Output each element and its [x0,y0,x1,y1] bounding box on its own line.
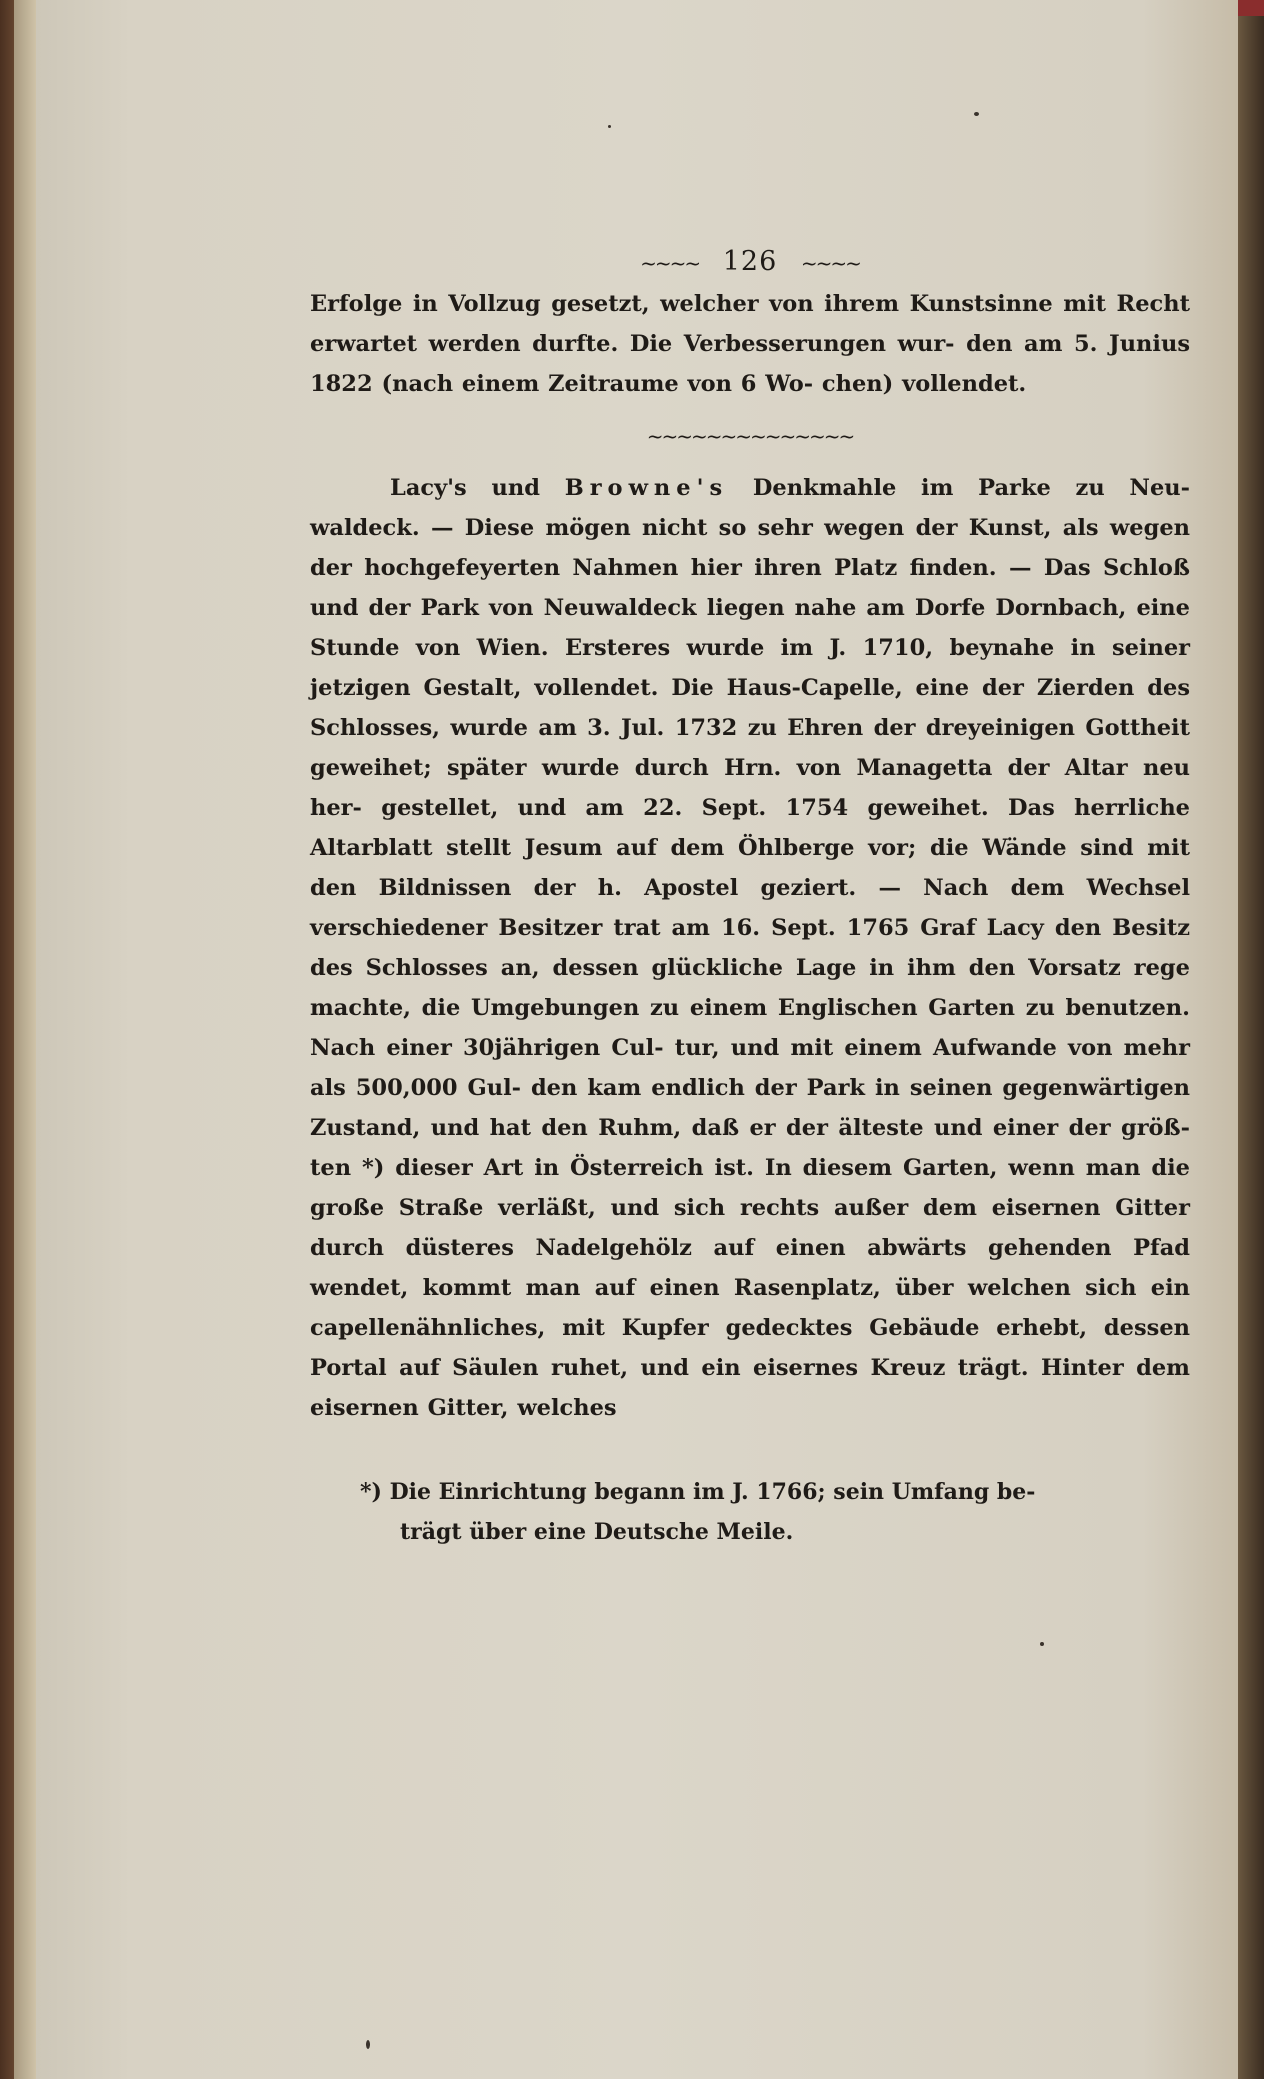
text-line: mit Recht erwartet werden durfte. Die Verbesserungen wur- [310,291,1190,357]
paper-speck [608,125,611,128]
footnote [360,1472,1190,1552]
text-line: Lacy den Besitz des Schlosses an, dessen glückliche Lage in [310,915,1191,981]
text-line: sind mit den Bildnissen der h. Apostel geziert. — Nach dem [310,835,1190,901]
paragraph-continuation [310,284,1190,404]
name-lacy: Lacy's [390,475,467,501]
word-und: und [491,475,540,501]
paper-speck [1040,1642,1044,1646]
text-line: wegen der hochgefeyerten Nahmen hier ihren Platz finden. — [310,515,1190,581]
text-line: Denkmahle im Parke zu Neu- [752,475,1190,501]
name-browne: Browne's [564,475,729,501]
text-line: eisernen Gitter durch düsteres Nadelgehölz auf einen abwärts [310,1195,1190,1261]
text-line: über welchen sich ein capellenähnliches, mit Kupfer gedecktes [310,1275,1190,1341]
paragraph-denkmahle [310,468,1190,1428]
text-line: gehenden Pfad wendet, kommt man auf einen Rasenplatz, [310,1235,1190,1301]
text-line: eisernes Kreuz trägt. Hinter dem eisernen Gitter, welches [310,1355,1190,1421]
text-line: Wechsel verschiedener Besitzer trat am 16. Sept. 1765 Graf [310,875,1190,941]
footnote-line: *) Die Einrichtung begann im J. 1766; sein Umfang be- [360,1479,1036,1505]
text-block [310,240,1190,1552]
text-line: Haus-Capelle, eine der Zierden des Schlosses, wurde am [310,675,1190,741]
page-edge-left [14,0,36,2079]
page-header [310,240,1190,284]
page-edge-right [1238,0,1264,2079]
text-line: gestellet, und am 22. Sept. 1754 geweihet. Das herrliche [381,795,1190,821]
text-line: man die große Straße verläßt, und sich rechts außer dem [310,1155,1190,1221]
header-ornament-right: ~~~~ [800,250,860,275]
text-line: Erfolge in Vollzug gesetzt, welcher von ihrem Kunstsinne [310,291,1053,317]
text-line: tur, und mit einem Aufwande von mehr als 500,000 Gul- [310,1035,1191,1101]
text-line: ten *) dieser Art in Österreich ist. In diesem Garten, wenn [310,1155,1075,1181]
page-number: 126 [722,246,778,277]
text-line: den am 5. Junius 1822 (nach einem Zeitraume von 6 Wo- [310,331,1190,397]
text-line: ihm den Vorsatz rege machte, die Umgebungen zu einem [310,955,1190,1021]
text-line: Das Schloß und der Park von Neuwaldeck liegen nahe am [310,555,1190,621]
text-line: chen) vollendet. [821,371,1027,397]
text-line: den kam endlich der Park in seinen gegenwärtigen Zustand, [310,1075,1191,1141]
paper-speck [366,2040,370,2049]
text-line: J. 1710, beynahe in seiner jetzigen Gestalt, vollendet. Die [310,635,1191,701]
footnote-line: trägt über eine Deutsche Meile. [400,1519,794,1545]
text-line: 3. Jul. 1732 zu Ehren der dreyeinigen Gottheit geweihet; [310,715,1190,781]
text-line: und hat den Ruhm, daß er der älteste und einer der größ- [430,1115,1190,1141]
text-line: später wurde durch Hrn. von Managetta der Altar neu her- [310,755,1190,821]
text-line: Dorfe Dornbach, eine Stunde von Wien. Ersteres wurde im [310,595,1190,661]
text-line: waldeck. — Diese mögen nicht so sehr wegen der Kunst, als [310,515,1099,541]
text-line: Gebäude erhebt, dessen Portal auf Säulen ruhet, und ein [310,1315,1190,1381]
section-separator: ~~~~~~~~~~~~~~ [646,424,854,448]
text-line: Englischen Garten zu benutzen. Nach einer 30jährigen Cul- [310,995,1190,1061]
paper-speck [974,112,979,116]
header-ornament-left: ~~~~ [640,250,700,275]
text-line: Altarblatt stellt Jesum auf dem Öhlberge vor; die Wände [310,835,1067,861]
